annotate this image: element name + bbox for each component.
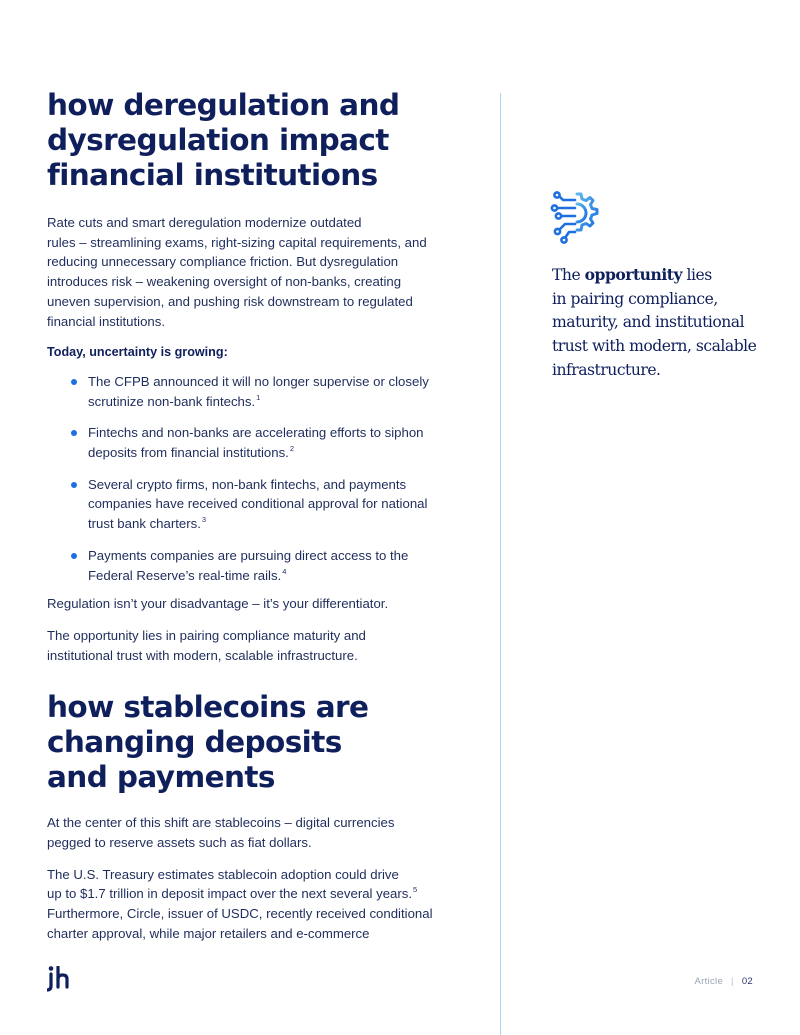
text-line: reducing unnecessary compliance friction. But dysregulation bbox=[47, 254, 399, 270]
list-lead-in: Today, uncertainty is growing: bbox=[47, 345, 228, 360]
text-line: companies have received conditional approval for national bbox=[88, 496, 428, 512]
section-heading-deregulation bbox=[47, 88, 457, 193]
heading-line: how deregulation and bbox=[47, 88, 400, 122]
text-line: Rate cuts and smart deregulation modernize outdated bbox=[47, 215, 362, 230]
bullet-dot-icon bbox=[71, 482, 77, 488]
pull-quote-prefix: The bbox=[552, 266, 585, 284]
heading-line: dysregulation impact bbox=[47, 123, 389, 157]
treasury-paragraph bbox=[47, 865, 457, 944]
text-line: Federal Reserve’s real-time rails. bbox=[88, 567, 282, 583]
page-footer bbox=[695, 976, 753, 987]
text-line: rules – streamlining exams, right-sizing capital requirements, and bbox=[47, 234, 427, 250]
text-line: The opportunity lies in pairing compliance maturity and bbox=[47, 627, 366, 643]
footnote-ref: 3 bbox=[201, 515, 207, 525]
text-line: deposits from financial institutions. bbox=[88, 445, 289, 461]
pull-quote-line: trust with modern, scalable bbox=[552, 337, 757, 356]
footer-label: Article bbox=[694, 976, 724, 987]
text-line: Payments companies are pursuing direct access to the bbox=[88, 547, 409, 563]
stablecoin-intro-paragraph bbox=[47, 813, 457, 852]
text-line: The CFPB announced it will no longer supervise or closely bbox=[88, 373, 429, 389]
article-main-column bbox=[47, 88, 457, 944]
text-line: pegged to reserve assets such as fiat dollars. bbox=[47, 835, 312, 851]
pull-quote-line: infrastructure. bbox=[552, 360, 661, 379]
list-item bbox=[47, 423, 457, 462]
text-line: uneven supervision, and pushing risk downstream to regulated bbox=[47, 293, 413, 309]
jh-logo bbox=[47, 966, 71, 992]
footnote-ref: 5 bbox=[413, 885, 418, 895]
gear-circuit-icon bbox=[549, 188, 605, 246]
opportunity-paragraph bbox=[47, 626, 457, 665]
column-divider bbox=[500, 93, 501, 1035]
text-line: up to $1.7 trillion in deposit impact over the next several years. bbox=[47, 886, 413, 902]
heading-line: how stablecoins are bbox=[47, 690, 369, 725]
list-item bbox=[47, 475, 457, 534]
text-line: trust bank charters. bbox=[88, 516, 201, 532]
text-line: institutional trust with modern, scalable infrastructure. bbox=[47, 647, 358, 663]
text-line: At the center of this shift are stablecoins – digital currencies bbox=[47, 815, 395, 831]
bullet-dot-icon bbox=[71, 553, 77, 559]
pull-quote-line: in pairing compliance, bbox=[552, 289, 718, 308]
footnote-ref: 2 bbox=[289, 444, 295, 454]
pull-quote-text: lies bbox=[682, 266, 712, 284]
bullet-dot-icon bbox=[71, 379, 77, 385]
page-number: 02 bbox=[741, 976, 753, 987]
text-line: scrutinize non-bank fintechs. bbox=[88, 393, 256, 409]
heading-line: and payments bbox=[47, 760, 275, 795]
text-line: Several crypto firms, non-bank fintechs, and payments bbox=[88, 476, 407, 492]
text-line: financial institutions. bbox=[47, 313, 166, 329]
text-line: charter approval, while major retailers and e-commerce bbox=[47, 925, 370, 941]
text-line: Furthermore, Circle, issuer of USDC, recently received conditional bbox=[47, 906, 433, 922]
section-heading-stablecoins bbox=[47, 690, 457, 795]
pull-quote-line: maturity, and institutional bbox=[552, 313, 745, 332]
heading-line: changing deposits bbox=[47, 725, 342, 760]
text-line: Fintechs and non-banks are accelerating efforts to siphon bbox=[88, 425, 424, 441]
footnote-ref: 4 bbox=[282, 566, 287, 576]
footnote-ref: 1 bbox=[256, 392, 261, 402]
heading-line: financial institutions bbox=[47, 158, 378, 192]
pull-quote-emphasis: opportunity bbox=[584, 265, 683, 284]
differentiator-paragraph: Regulation isn’t your disadvantage – it’s your differentiator. bbox=[47, 596, 389, 612]
text-line: The U.S. Treasury estimates stablecoin adoption could drive bbox=[47, 866, 399, 882]
list-item bbox=[47, 372, 457, 411]
text-line: introduces risk – weakening oversight of non-banks, creating bbox=[47, 274, 402, 290]
pull-quote bbox=[552, 263, 767, 383]
uncertainty-list bbox=[47, 372, 457, 585]
footer-separator: | bbox=[731, 976, 734, 987]
list-item bbox=[47, 546, 457, 585]
intro-paragraph bbox=[47, 213, 457, 331]
bullet-dot-icon bbox=[71, 430, 77, 436]
